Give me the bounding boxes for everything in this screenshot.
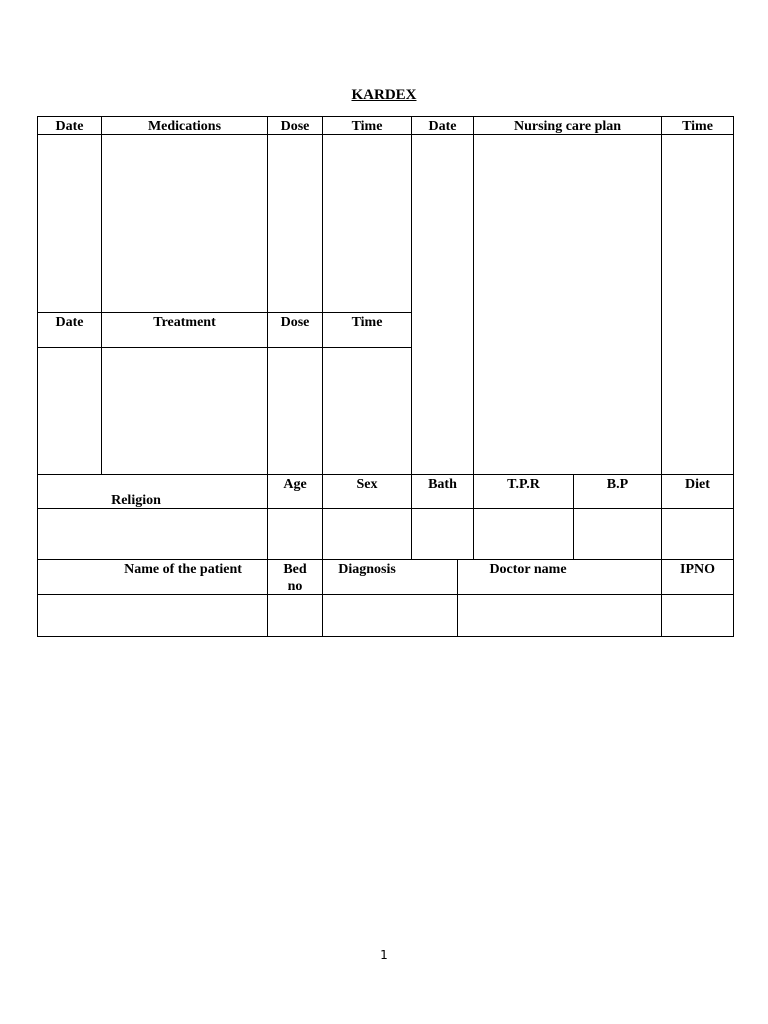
header-treat-date: Date bbox=[55, 315, 84, 330]
rule bbox=[733, 116, 734, 637]
header-diagnosis: Diagnosis bbox=[338, 562, 396, 577]
header-religion: Religion bbox=[111, 493, 161, 508]
rule bbox=[37, 559, 734, 560]
header-doctor-name: Doctor name bbox=[489, 562, 567, 577]
header-bp: B.P bbox=[606, 477, 629, 492]
page-title: KARDEX bbox=[351, 87, 417, 103]
rule bbox=[37, 116, 734, 117]
header-med-dose: Dose bbox=[280, 119, 310, 134]
rule bbox=[37, 594, 734, 595]
page-number: 1 bbox=[380, 948, 388, 962]
header-treat-dose: Dose bbox=[280, 315, 310, 330]
header-bed-no: Bed no bbox=[283, 562, 307, 594]
header-med-date: Date bbox=[55, 119, 84, 134]
rule bbox=[322, 116, 323, 637]
header-treat-time: Time bbox=[351, 315, 383, 330]
header-ipno: IPNO bbox=[680, 562, 715, 577]
header-nursing-care-plan: Nursing care plan bbox=[513, 119, 622, 134]
rule bbox=[267, 116, 268, 637]
header-diet: Diet bbox=[685, 477, 710, 492]
rule bbox=[661, 116, 662, 637]
rule bbox=[37, 474, 734, 475]
header-age: Age bbox=[283, 477, 307, 492]
header-medications: Medications bbox=[147, 119, 222, 134]
rule bbox=[37, 116, 38, 637]
header-tpr: T.P.R bbox=[507, 477, 540, 492]
header-bath: Bath bbox=[428, 477, 457, 492]
header-treatment: Treatment bbox=[153, 315, 216, 330]
header-nursing-time: Time bbox=[682, 119, 713, 134]
header-nursing-date: Date bbox=[428, 119, 457, 134]
rule bbox=[37, 312, 411, 313]
header-med-time: Time bbox=[351, 119, 383, 134]
rule bbox=[37, 347, 411, 348]
rule bbox=[101, 116, 102, 474]
rule bbox=[37, 636, 734, 637]
header-sex: Sex bbox=[356, 477, 378, 492]
header-patient-name: Name of the patient bbox=[124, 562, 242, 577]
